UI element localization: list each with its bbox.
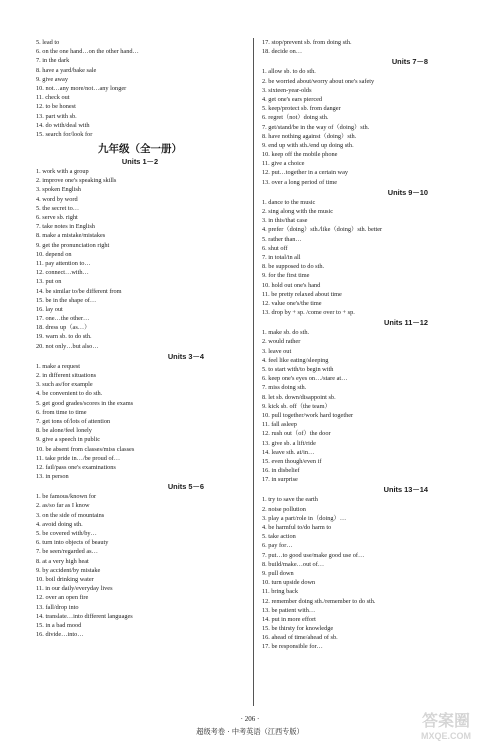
phrase-item: 15. be thirsty for knowledge [262, 625, 334, 633]
phrase-item: 2. be worried about/worry about one's safety [262, 77, 375, 85]
phrase-item: 16. in disbelief [262, 467, 300, 475]
phrase-item: 7. get/stand/be in the way of（doing）sth. [262, 123, 370, 131]
phrase-item: 5. rather than… [262, 235, 302, 243]
phrase-item: 14. leave sth. at/in… [262, 448, 315, 456]
phrase-item: 17. in surprise [262, 476, 298, 484]
phrase-item: 11. in our daily/everyday lives [36, 585, 113, 593]
phrase-item: 11. take pride in…/be proud of… [36, 454, 121, 462]
watermark-text: 答案圈 [421, 711, 471, 730]
phrase-item: 1. try to save the earth [262, 496, 318, 504]
phrase-item: 17. one…the other… [36, 315, 90, 323]
phrase-item: 18. dress up（as…） [36, 324, 91, 332]
phrase-item: 12. remember doing sth./remember to do sth. [262, 597, 376, 605]
phrase-item: 4. prefer（doing）sth./like（doing）sth. better [262, 226, 383, 234]
phrase-item: 8. have a yard/bake sale [36, 66, 97, 74]
phrase-item: 11. be pretty relaxed about time [262, 290, 342, 298]
phrase-item: 15. in a bad mood [36, 621, 82, 629]
phrase-item: 6. shut off [262, 244, 288, 252]
phrase-item: 7. be seen/regarded as… [36, 548, 98, 556]
watermark-url: MXQE.COM [420, 731, 472, 741]
phrase-item: 3. such as/for example [36, 381, 93, 389]
phrase-item: 10. hold out one's hand [262, 281, 321, 289]
phrase-item: 7. in total/in all [262, 253, 301, 261]
phrase-item: 5. to start with/to begin with [262, 366, 334, 373]
column-divider [253, 38, 254, 706]
phrase-item: 8. let sb. down/disappoint sb. [262, 393, 336, 401]
phrase-item: 12. connect…with… [36, 269, 89, 277]
phrase-item: 8. have nothing against（doing）sth. [262, 132, 357, 140]
right-column [262, 38, 468, 652]
phrase-item: 3. leave out [262, 347, 292, 355]
unit-heading: Units 9－10 [387, 187, 428, 197]
phrase-item: 6. keep one's eyes on…/stare at… [262, 375, 348, 383]
unit-heading: Units 1－2 [121, 157, 159, 167]
unit-heading: Units 7－8 [391, 57, 428, 67]
phrase-item: 1. allow sb. to do sth. [262, 68, 316, 76]
phrase-item: 10. boil drinking water [36, 575, 94, 583]
phrase-item: 6. pay for… [262, 542, 293, 550]
phrase-item: 13. put on [36, 278, 62, 286]
grade-heading: 九年级（全一册） [98, 143, 182, 156]
phrase-item: 8. make a mistake/mistakes [36, 232, 106, 240]
phrase-item: 14. do with/deal with [36, 121, 90, 129]
phrase-item: 2. sing along with the music [262, 208, 334, 215]
phrase-item: 11. bring back [262, 588, 298, 596]
phrase-item: 2. in different situations [36, 372, 97, 379]
phrase-item: 12. rush out（of）the door [262, 430, 331, 438]
phrase-item: 4. be convenient to do sth. [36, 390, 103, 398]
phrase-item: 10. keep off the mobile phone [262, 151, 338, 159]
phrase-item: 9. for the first time [262, 272, 310, 280]
phrase-item: 12. fail/pass one's examinations [36, 463, 116, 471]
phrase-item: 3. on the side of mountains [36, 511, 105, 519]
phrase-item: 7. miss doing sth. [262, 384, 307, 392]
phrase-item: 13. over a long period of time [262, 178, 338, 186]
phrase-item: 13. in person [36, 473, 69, 481]
phrase-item: 13. fall/drop into [36, 603, 79, 611]
phrase-item: 1. be famous/known for [36, 493, 97, 501]
phrase-item: 10. turn upside down [262, 579, 316, 587]
phrase-item: 4. get one's ears pierced [262, 95, 323, 103]
phrase-item: 5. take action [262, 533, 296, 541]
phrase-item: 6. on the one hand…on the other hand… [36, 48, 139, 56]
phrase-item: 6. turn into objects of beauty [36, 539, 109, 547]
phrase-item: 5. keep/protect sb. from danger [262, 105, 341, 113]
phrase-item: 12. over an open fire [36, 594, 89, 602]
phrase-item: 13. part with sb. [36, 112, 77, 120]
phrase-item: 3. in this/that case [262, 217, 308, 225]
phrase-item: 10. pull together/work hard together [262, 411, 354, 419]
phrase-item: 2. would rather [262, 338, 301, 346]
phrase-item: 4. avoid doing sth. [36, 520, 83, 528]
phrase-item: 5. the secret to… [36, 204, 80, 212]
phrase-item: 6. serve sb. right [36, 214, 78, 221]
phrase-item: 12. value one's/the time [262, 299, 322, 307]
phrase-item: 9. pull down [262, 569, 294, 577]
phrase-item: 12. put…together in a certain way [262, 169, 349, 177]
phrase-item: 7. get tons of/lots of attention [36, 417, 111, 425]
phrase-item: 8. build/make…out of… [262, 560, 325, 568]
phrase-item: 6. regret（not）doing sth. [262, 114, 329, 122]
phrase-item: 4. be harmful to/do harm to [262, 524, 332, 531]
phrase-item: 13. drop by + sp. /come over to + sp. [262, 309, 355, 317]
phrase-item: 7. in the dark [36, 57, 70, 65]
phrase-item: 13. give sb. a lift/ride [262, 439, 316, 447]
phrase-item: 9. give away [36, 75, 68, 83]
phrase-item: 12. to be honest [36, 103, 76, 111]
phrase-item: 16. ahead of time/ahead of sb. [262, 634, 338, 642]
phrase-item: 10. depend on [36, 250, 72, 258]
phrase-item: 14. be similar to/be different from [36, 287, 122, 295]
phrase-item: 17. stop/prevent sb. from doing sth. [262, 39, 352, 46]
phrase-item: 18. decide on… [262, 48, 303, 56]
phrase-item: 15. even though/even if [262, 457, 322, 465]
phrase-item: 1. make sb. do sth. [262, 329, 310, 337]
phrase-item: 11. pay attention to… [36, 259, 91, 267]
unit-heading: Units 11－12 [384, 318, 428, 328]
phrase-item: 6. from time to time [36, 408, 87, 416]
phrase-item: 14. translate…into different languages [36, 612, 133, 620]
phrase-item: 1. dance to the music [262, 198, 316, 206]
book-title: 超级考卷 · 中考英语（江西专版） [196, 727, 304, 736]
phrase-item: 9. end up with sth./end up doing sth. [262, 141, 354, 149]
phrase-item: 11. fall asleep [262, 421, 297, 429]
left-column [36, 38, 244, 639]
phrase-item: 7. take notes in English [36, 223, 95, 231]
phrase-item: 1. make a request [36, 362, 81, 370]
phrase-item: 4. word by word [36, 195, 78, 203]
phrase-item: 9. give a speech in public [36, 436, 100, 444]
phrase-item: 10. not…any more/not…any longer [36, 84, 127, 92]
phrase-item: 13. be patient with… [262, 606, 316, 614]
phrase-item: 3. sixteen-year-olds [262, 86, 312, 94]
phrase-item: 2. improve one's speaking skills [36, 177, 117, 185]
phrase-item: 2. noise pollution [262, 505, 306, 513]
phrase-item: 9. get the pronunciation right [36, 241, 110, 249]
phrase-item: 16. lay out [36, 305, 63, 313]
phrase-item: 20. not only…but also… [36, 342, 99, 350]
phrase-item: 11. check out [36, 94, 70, 102]
phrase-item: 9. by accident/by mistake [36, 566, 101, 574]
phrase-item: 15. search for/look for [36, 130, 93, 138]
page-number: · 206 · [240, 715, 260, 723]
phrase-item: 8. be supposed to do sth. [262, 263, 325, 271]
phrase-item: 14. put in more effort [262, 615, 316, 623]
phrase-item: 19. warn sb. to do sth. [36, 333, 92, 341]
phrase-item: 16. divide…into… [36, 631, 84, 639]
phrase-item: 11. give a choice [262, 160, 305, 168]
phrase-item: 1. work with a group [36, 168, 89, 176]
phrase-item: 3. spoken English [36, 186, 81, 194]
phrase-item: 8. at a very high heat [36, 557, 89, 565]
phrase-item: 5. be covered with/by… [36, 530, 97, 537]
unit-heading: Units 5－6 [167, 482, 204, 492]
phrase-item: 3. play a part/role in（doing）… [262, 514, 347, 522]
phrase-item: 10. be absent from classes/miss classes [36, 445, 135, 453]
watermark-logo-icon [398, 708, 494, 742]
phrase-item: 7. put…to good use/make good use of… [262, 551, 365, 559]
phrase-item: 15. be in the shape of… [36, 296, 97, 304]
phrase-item: 17. be responsible for… [262, 643, 323, 651]
phrase-item: 5. get good grades/scores in the exams [36, 399, 134, 407]
unit-heading: Units 13－14 [383, 485, 428, 495]
phrase-item: 2. as/so far as I know [36, 502, 90, 510]
phrase-item: 9. kick sb. off（the team） [262, 402, 331, 410]
unit-heading: Units 3－4 [167, 351, 204, 361]
phrase-item: 5. lead to [36, 39, 60, 46]
phrase-item: 8. be alone/feel lonely [36, 427, 92, 435]
phrase-item: 4. feel like eating/sleeping [262, 356, 329, 364]
